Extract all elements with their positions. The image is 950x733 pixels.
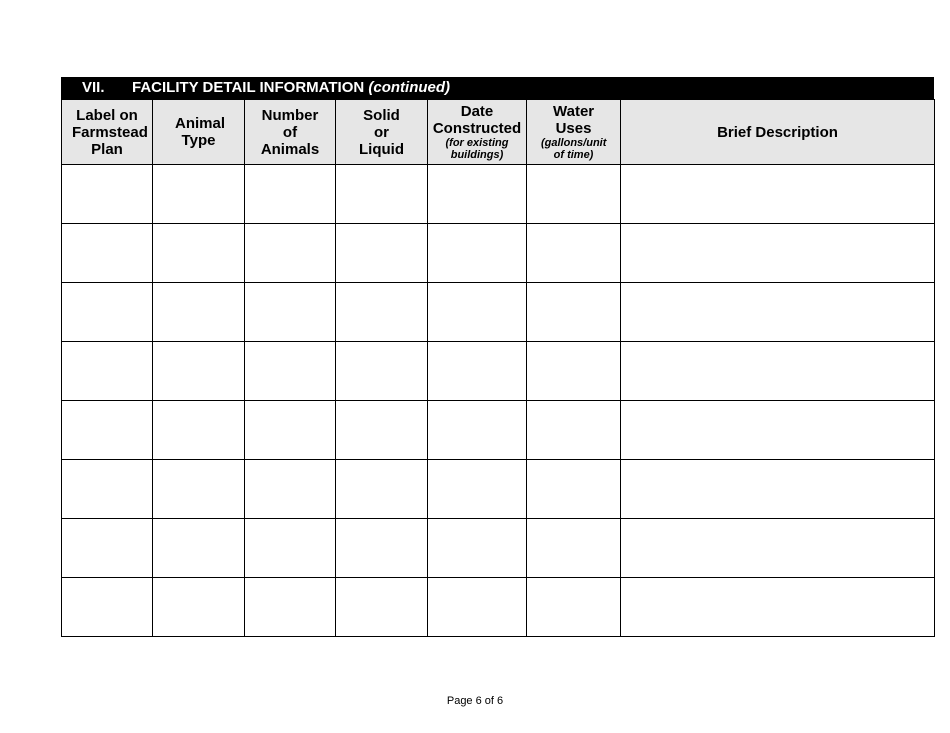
table-row: [62, 165, 935, 224]
cell-date-constructed[interactable]: [428, 342, 527, 401]
cell-label[interactable]: [62, 401, 153, 460]
table-row: [62, 342, 935, 401]
section-title-suffix: (continued): [368, 79, 451, 96]
cell-date-constructed[interactable]: [428, 224, 527, 283]
cell-water-uses[interactable]: [527, 342, 621, 401]
cell-date-constructed[interactable]: [428, 519, 527, 578]
col-header-solid-or-liquid: [336, 100, 428, 165]
cell-label[interactable]: [62, 283, 153, 342]
cell-number-of-animals[interactable]: [245, 283, 336, 342]
cell-water-uses[interactable]: [527, 283, 621, 342]
cell-label[interactable]: [62, 578, 153, 637]
cell-solid-or-liquid[interactable]: [336, 283, 428, 342]
cell-water-uses[interactable]: [527, 460, 621, 519]
cell-number-of-animals[interactable]: [245, 519, 336, 578]
cell-animal-type[interactable]: [153, 578, 245, 637]
cell-solid-or-liquid[interactable]: [336, 342, 428, 401]
cell-brief-description[interactable]: [621, 460, 935, 519]
header-row: [62, 100, 935, 165]
section-title: [132, 77, 450, 99]
cell-date-constructed[interactable]: [428, 283, 527, 342]
cell-animal-type[interactable]: [153, 519, 245, 578]
col-header-solid-or-liquid-text: Solid or Liquid: [359, 106, 404, 158]
cell-water-uses[interactable]: [527, 401, 621, 460]
col-header-date-constructed-note: (for existing buildings): [445, 137, 509, 161]
cell-label[interactable]: [62, 519, 153, 578]
cell-animal-type[interactable]: [153, 165, 245, 224]
table-row: [62, 224, 935, 283]
cell-brief-description[interactable]: [621, 578, 935, 637]
section-header: [61, 77, 934, 99]
cell-number-of-animals[interactable]: [245, 342, 336, 401]
col-header-animal-type-text: Animal Type: [175, 115, 226, 149]
col-header-date-constructed-text: Date Constructed: [432, 103, 522, 137]
cell-animal-type[interactable]: [153, 401, 245, 460]
col-header-water-uses-note: (gallons/unit of time): [541, 137, 607, 161]
cell-label[interactable]: [62, 165, 153, 224]
cell-brief-description[interactable]: [621, 401, 935, 460]
cell-brief-description[interactable]: [621, 283, 935, 342]
cell-solid-or-liquid[interactable]: [336, 578, 428, 637]
page-number: Page 6 of 6: [446, 695, 504, 707]
col-header-brief-description: [621, 100, 935, 165]
cell-brief-description[interactable]: [621, 165, 935, 224]
col-header-label: [62, 100, 153, 165]
col-header-brief-description-text: Brief Description: [717, 123, 838, 141]
cell-water-uses[interactable]: [527, 519, 621, 578]
cell-brief-description[interactable]: [621, 342, 935, 401]
section-number: VII.: [82, 79, 105, 96]
cell-number-of-animals[interactable]: [245, 401, 336, 460]
cell-number-of-animals[interactable]: [245, 460, 336, 519]
cell-date-constructed[interactable]: [428, 460, 527, 519]
cell-solid-or-liquid[interactable]: [336, 165, 428, 224]
table-row: [62, 401, 935, 460]
table-row: [62, 283, 935, 342]
cell-animal-type[interactable]: [153, 342, 245, 401]
cell-solid-or-liquid[interactable]: [336, 519, 428, 578]
cell-date-constructed[interactable]: [428, 165, 527, 224]
section-title-text: FACILITY DETAIL INFORMATION: [132, 79, 365, 96]
cell-solid-or-liquid[interactable]: [336, 460, 428, 519]
col-header-number-of-animals-text: Number of Animals: [260, 106, 320, 158]
table-row: [62, 519, 935, 578]
cell-brief-description[interactable]: [621, 519, 935, 578]
col-header-water-uses-text: Water Uses: [553, 103, 595, 137]
cell-brief-description[interactable]: [621, 224, 935, 283]
cell-water-uses[interactable]: [527, 578, 621, 637]
cell-label[interactable]: [62, 460, 153, 519]
cell-water-uses[interactable]: [527, 224, 621, 283]
cell-label[interactable]: [62, 224, 153, 283]
col-header-water-uses: [527, 100, 621, 165]
col-header-number-of-animals: [245, 100, 336, 165]
col-header-animal-type: [153, 100, 245, 165]
cell-water-uses[interactable]: [527, 165, 621, 224]
cell-solid-or-liquid[interactable]: [336, 401, 428, 460]
table-row: [62, 460, 935, 519]
cell-number-of-animals[interactable]: [245, 224, 336, 283]
col-header-date-constructed: [428, 100, 527, 165]
col-header-label-text: Label on Farmstead Plan: [72, 106, 148, 158]
cell-number-of-animals[interactable]: [245, 578, 336, 637]
cell-label[interactable]: [62, 342, 153, 401]
cell-date-constructed[interactable]: [428, 401, 527, 460]
table-row: [62, 578, 935, 637]
facility-detail-table: [61, 99, 935, 637]
cell-solid-or-liquid[interactable]: [336, 224, 428, 283]
cell-animal-type[interactable]: [153, 283, 245, 342]
cell-number-of-animals[interactable]: [245, 165, 336, 224]
cell-animal-type[interactable]: [153, 224, 245, 283]
cell-date-constructed[interactable]: [428, 578, 527, 637]
cell-animal-type[interactable]: [153, 460, 245, 519]
